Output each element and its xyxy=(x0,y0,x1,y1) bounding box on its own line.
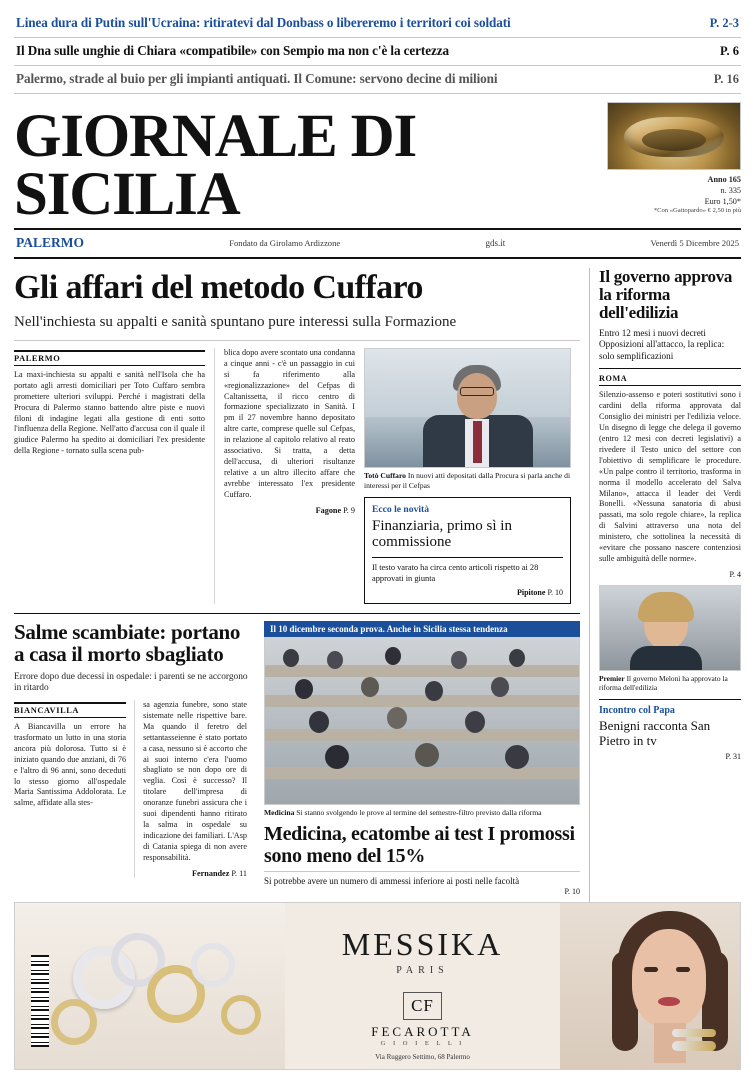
byline-author: Pipitone xyxy=(516,588,546,598)
salme-subhead: Errore dopo due decessi in ospedale: i parenti se ne accorgono in ritardo xyxy=(14,671,248,694)
masthead-promo-image xyxy=(607,102,741,170)
rail-subhead: Entro 12 mesi i nuovi decreti Opposizioni all'attacco, la replica: solo semplificazioni xyxy=(599,328,741,370)
masthead xyxy=(14,102,741,228)
main-column xyxy=(14,268,589,1003)
masthead-year: Anno 165 xyxy=(707,175,741,184)
newspaper-title: GIORNALE DI SICILIA xyxy=(14,103,417,228)
ad-jewelry-image xyxy=(15,903,285,1069)
ad-brand-name: MESSIKA xyxy=(341,925,504,962)
teaser-text: Linea dura di Putin sull'Ucraina: ritiratevi dal Donbass o libereremo i territori coi soldati xyxy=(16,15,511,30)
finanziaria-box[interactable] xyxy=(364,497,571,604)
box-text: Il testo varato ha circa cento articoli rispetto ai 28 approvati in giunta xyxy=(372,563,539,584)
website-label[interactable]: gds.it xyxy=(485,237,506,248)
meloni-caption xyxy=(599,674,741,693)
salme-headline[interactable]: Salme scambiate: portano a casa il morto sbagliato xyxy=(14,620,241,667)
masthead-price: Euro 1,50* xyxy=(704,197,741,207)
salme-kicker: BIANCAVILLA xyxy=(14,702,126,718)
rail-paragraph: Silenzio-assenso e poteri sostitutivi sono i cardini della riforma approvata dal Consiglio dei ministri per l'edilizia veloce. Un disegno di legge che delega il governo (entro 12 mesi con decreti legislativi) a rivedere il Testo unico del settore con l'obiettivo di semplificare le procedure. «Un palpe contro il territorio, trasforma in norma il modello accelerato del Salva Milano», attacca il leader dei Verdi Bonelli. «Nessuna sanatoria di abusi passati, ma solo regole chiare», la replica di Salvini attraverso una nota del ministero, che sottolinea la necessità di «evitare che possano nascere contenziosi sulle ambiguità delle norme». xyxy=(599,390,741,564)
papa-box-title: Benigni racconta San Pietro in tv xyxy=(599,718,711,748)
salme-column-1 xyxy=(14,700,134,878)
lead-subhead: Nell'inchiesta su appalti e sanità spuntano pure interessi sulla Formazione xyxy=(14,313,580,341)
caption-text: Si stanno svolgendo le prove al termine del semestre-filtro previsto dalla riforma xyxy=(296,808,542,818)
ad-brand-block xyxy=(285,903,560,1069)
teaser-page: P. 16 xyxy=(713,72,739,86)
byline-author: Fernandez xyxy=(192,868,230,878)
medicina-caption xyxy=(264,808,580,818)
teaser-row[interactable] xyxy=(14,38,741,66)
papa-box[interactable] xyxy=(599,699,741,760)
rail-page: P. 4 xyxy=(729,569,741,579)
medicina-subhead: Si potrebbe avere un numero di ammessi inferiore ai posti nelle facoltà xyxy=(264,871,580,887)
rail-kicker: ROMA xyxy=(599,374,741,386)
lead-text-column-2 xyxy=(214,348,364,604)
medicina-strap: Il 10 dicembre seconda prova. Anche in Sicilia stessa tendenza xyxy=(264,621,580,637)
teaser-page: P. 6 xyxy=(720,44,739,58)
photo-caption xyxy=(364,471,571,491)
meloni-photo xyxy=(599,585,741,671)
ad-brand-sub: PARIS xyxy=(396,964,449,976)
edition-label: PALERMO xyxy=(16,234,84,250)
masthead-info-bar xyxy=(14,230,741,259)
lead-text-column-1 xyxy=(14,348,214,604)
salme-column-2 xyxy=(134,700,255,878)
photo-caption-text: In nuovi atti depositati dalla Procura si parla anche di interessi per il Cefpas xyxy=(364,470,571,490)
barcode xyxy=(31,955,49,1047)
ad-retailer-monogram: CF xyxy=(403,992,442,1020)
founder-note: Fondato da Girolamo Ardizzone xyxy=(229,237,341,248)
rail-headline[interactable]: Il governo approva la riforma dell'edilizia xyxy=(599,266,733,322)
salme-paragraph: sa agenzia funebre, sono state sistemate nelle rispettive bare. Ma quando il feretro del settantasseienne è stato portato a casa, nessuno si è accorto che ai suoi interno c'era l'uomo sbagliato se non dopo ore di veglia. Così è successo? Il titolare dell'impresa di onoranze funebri assicura che i suoi dipendenti hanno ritirato la salma in ospedale su indicazione dei familiari. L'Asp di Catania spiega di non avere responsabilità. xyxy=(143,700,247,862)
lead-byline xyxy=(224,506,355,515)
advertisement-messika[interactable] xyxy=(14,902,741,1070)
teaser-text: Il Dna sulle unghie di Chiara «compatibile» con Sempio ma non c'è la certezza xyxy=(16,43,449,58)
ad-retailer-name: FECAROTTA xyxy=(371,1023,474,1039)
box-byline xyxy=(372,588,563,597)
section-divider xyxy=(14,613,580,614)
ad-retailer-logo xyxy=(371,992,474,1047)
medicina-article xyxy=(264,621,580,896)
byline-page: P. 9 xyxy=(343,505,355,515)
ad-model-image xyxy=(560,903,740,1069)
top-teasers xyxy=(14,0,741,94)
ad-retailer-sub: G I O I E L L I xyxy=(380,1039,465,1047)
teaser-row[interactable] xyxy=(14,10,741,38)
byline-page: P. 10 xyxy=(547,588,563,598)
salme-byline xyxy=(143,869,247,878)
caption-name: Premier xyxy=(599,673,625,683)
teaser-row[interactable] xyxy=(14,66,741,94)
box-title: Finanziaria, primo sì in commissione xyxy=(372,517,512,551)
cuffaro-photo xyxy=(364,348,571,468)
masthead-right xyxy=(599,102,741,216)
medicina-photo xyxy=(264,637,580,805)
salme-article xyxy=(14,621,264,896)
masthead-price-note: *Con «Gattopardo» € 2,50 in più xyxy=(653,207,741,215)
lead-article xyxy=(14,348,580,604)
model-face xyxy=(610,911,730,1061)
papa-box-page: P. 31 xyxy=(725,751,741,761)
page-content xyxy=(14,268,741,1003)
lead-headline[interactable]: Gli affari del metodo Cuffaro xyxy=(14,268,423,306)
masthead-number: n. 335 xyxy=(720,186,741,196)
teaser-text: Palermo, strade al buio per gli impianti antiquati. Il Comune: servono decine di milioni xyxy=(16,71,498,86)
papa-box-label: Incontro col Papa xyxy=(599,705,675,717)
teaser-page: P. 2-3 xyxy=(709,16,739,30)
caption-name: Medicina xyxy=(264,808,295,818)
caption-text: Il governo Meloni ha approvato la riforma dell'edilizia xyxy=(599,673,728,693)
photo-caption-name: Totò Cuffaro xyxy=(364,470,406,480)
byline-page: P. 11 xyxy=(231,868,247,878)
byline-author: Fagone xyxy=(315,505,342,515)
right-rail xyxy=(589,268,741,1003)
box-label: Ecco le novità xyxy=(372,503,430,515)
lead-kicker: PALERMO xyxy=(14,350,205,366)
lead-paragraph: blica dopo avere scontato una condanna a cinque anni - c'è un passaggio in cui si fa riferimento alla «regionalizzazione» del Cefpas di Caltanissetta, il ricco centro di formazione specializzato in Sanità. I pm il 27 novembre hanno depositato altre carte, comprese quelle sul Cefpas, in relazione al capitolo relativo al reato associativo. Si tratta, a detta dell'accusa, di ulteriori risultanze relative a un altro illecito affare che avrebbe interessato l'ex presidente Cuffaro. xyxy=(224,347,355,499)
medicina-page: P. 10 xyxy=(564,887,580,897)
masthead-meta xyxy=(607,174,741,216)
ad-address: Via Ruggero Settimo, 68 Palermo xyxy=(375,1053,470,1061)
issue-date: Venerdì 5 Dicembre 2025 xyxy=(650,237,739,248)
lead-paragraph: La maxi-inchiesta su appalti e sanità nell'Isola che ha portato agli arresti domiciliari per Toto Cuffaro sembra promettere ulteriori sviluppi. Perché i magistrati della Procura di Palermo stanno battendo altre piste e nuovi filoni di indagine legati alla gestione di enti sotto l'influenza della Regione. Nell'atto d'accusa con il quale il giudice Palermo ha spedito ai domiciliari l'ex presidente della Regione - tornato sulla scena pub- xyxy=(14,369,205,456)
salme-paragraph: A Biancavilla un errore ha trasformato un lutto in una storia ancora più dolorosa. Tutto si è iniziato quando due anziani, di 76 e l'altro di 96 anni, sono deceduti lo stesso giorno all'ospedale Maria Santissima Addolorata. Le salme, affidate alla stes- xyxy=(14,722,127,808)
lead-media-column xyxy=(364,348,571,604)
medicina-headline[interactable]: Medicina, ecatombe ai test I promossi sono meno del 15% xyxy=(264,822,575,867)
